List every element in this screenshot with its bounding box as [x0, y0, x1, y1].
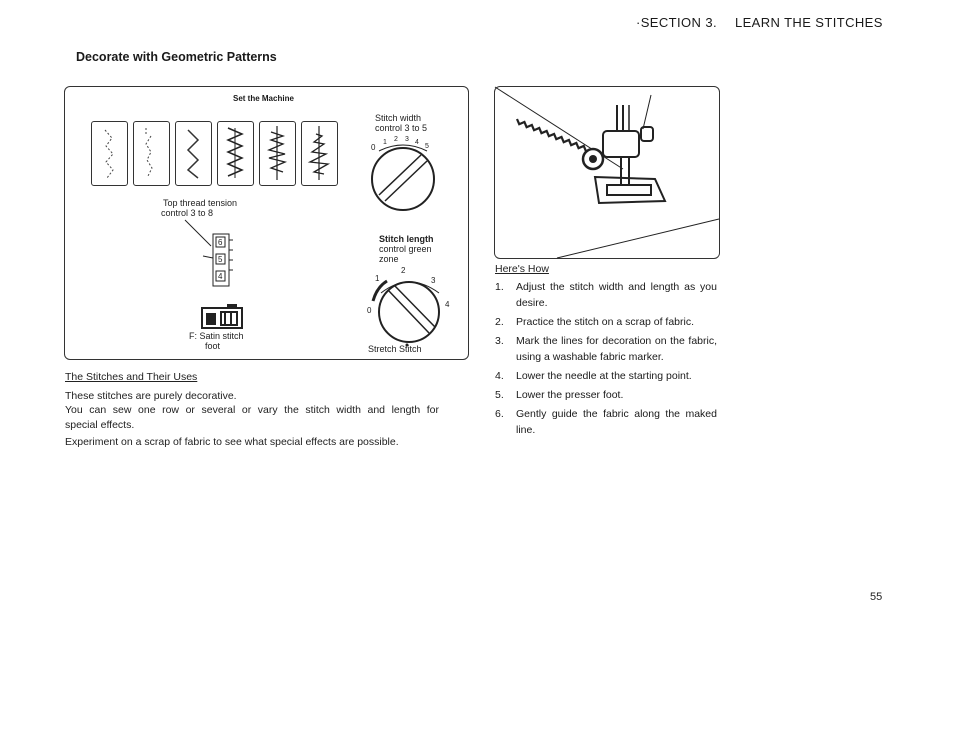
- tension-value: control 3 to 8: [161, 208, 214, 218]
- pattern-3-graphic: [176, 122, 211, 185]
- dial-bottom-num-0: 0: [367, 306, 372, 315]
- stitch-width-value: control 3 to 5: [375, 123, 428, 133]
- page-subtitle: Decorate with Geometric Patterns: [76, 50, 277, 64]
- dial-top-num-1: 1: [383, 139, 387, 146]
- pattern-sample-1: [91, 121, 128, 186]
- step-item: 6. Gently guide the fabric along the maked line.: [495, 408, 717, 436]
- tension-num-4: 4: [218, 272, 223, 281]
- tension-dial: [185, 220, 245, 290]
- stitch-length-dial: [361, 265, 461, 347]
- dial-bottom-num-1: 1: [375, 274, 380, 283]
- pattern-sample-6: [301, 121, 338, 186]
- step-item: 1. Adjust the stitch width and length as you desire.: [495, 281, 717, 309]
- section-header: [636, 15, 883, 30]
- step-item: 4. Lower the needle at the starting point.: [495, 370, 692, 382]
- machine-settings-figure: [64, 86, 469, 360]
- tension-num-5: 5: [218, 255, 223, 264]
- section-title: LEARN THE STITCHES: [734, 15, 883, 30]
- pattern-sample-3: [175, 121, 212, 186]
- stitch-length-value-2: zone: [379, 254, 399, 264]
- stitch-length-label: Stitch length: [379, 234, 434, 244]
- dial-bottom-num-3: 3: [431, 276, 436, 285]
- dial-top-num-2: 2: [394, 136, 398, 143]
- uses-heading: The Stitches and Their Uses: [65, 371, 198, 383]
- foot-label-2: foot: [205, 341, 221, 351]
- presser-foot-figure: [494, 86, 720, 259]
- step-item: 3. Mark the lines for decoration on the fabric, using a washable fabric marker.: [495, 335, 717, 363]
- satin-stitch-foot-icon: [201, 304, 245, 330]
- step-item: 2. Practice the stitch on a scrap of fabric.: [495, 316, 694, 328]
- stitch-width-label: Stitch width: [375, 113, 422, 123]
- dial-top-num-3: 3: [405, 136, 409, 143]
- pattern-sample-5: [259, 121, 296, 186]
- uses-paragraph-2b: special effects.: [65, 419, 135, 431]
- pattern-1-graphic: [92, 122, 127, 185]
- stitch-length-value-1: control green: [379, 244, 432, 254]
- step-item: 5. Lower the presser foot.: [495, 389, 624, 401]
- dial-top-num-4: 4: [415, 139, 419, 146]
- uses-paragraph-3: Experiment on a scrap of fabric to see what special effects are possible.: [65, 436, 399, 448]
- instruction-steps: [495, 279, 717, 441]
- pattern-2-graphic: [134, 122, 169, 185]
- pattern-4-graphic: [218, 122, 253, 185]
- how-heading: Here's How: [495, 263, 549, 275]
- dial-top-num-5: 5: [425, 143, 429, 150]
- dial-bottom-num-2: 2: [401, 266, 406, 275]
- stretch-stitch-label: Stretch Stitch: [368, 344, 422, 354]
- pattern-5-graphic: [260, 122, 295, 185]
- foot-label-1: F: Satin stitch: [189, 331, 244, 341]
- dial-top-num-0: 0: [371, 143, 376, 152]
- tension-num-6: 6: [218, 238, 223, 247]
- presser-foot-illustration: [495, 87, 719, 258]
- uses-paragraph-1: These stitches are purely decorative.: [65, 390, 237, 402]
- stitch-width-dial: [365, 135, 445, 215]
- page-number: 55: [870, 591, 883, 603]
- figure-title: Set the Machine: [233, 94, 294, 103]
- tension-label: Top thread tension: [163, 198, 238, 208]
- section-number: ·SECTION 3.: [636, 15, 717, 30]
- dial-bottom-num-4: 4: [445, 300, 450, 309]
- pattern-sample-2: [133, 121, 170, 186]
- pattern-sample-4: [217, 121, 254, 186]
- pattern-6-graphic: [302, 122, 337, 185]
- uses-paragraph-2a: You can sew one row or several or vary the stitch width and length for: [65, 404, 439, 416]
